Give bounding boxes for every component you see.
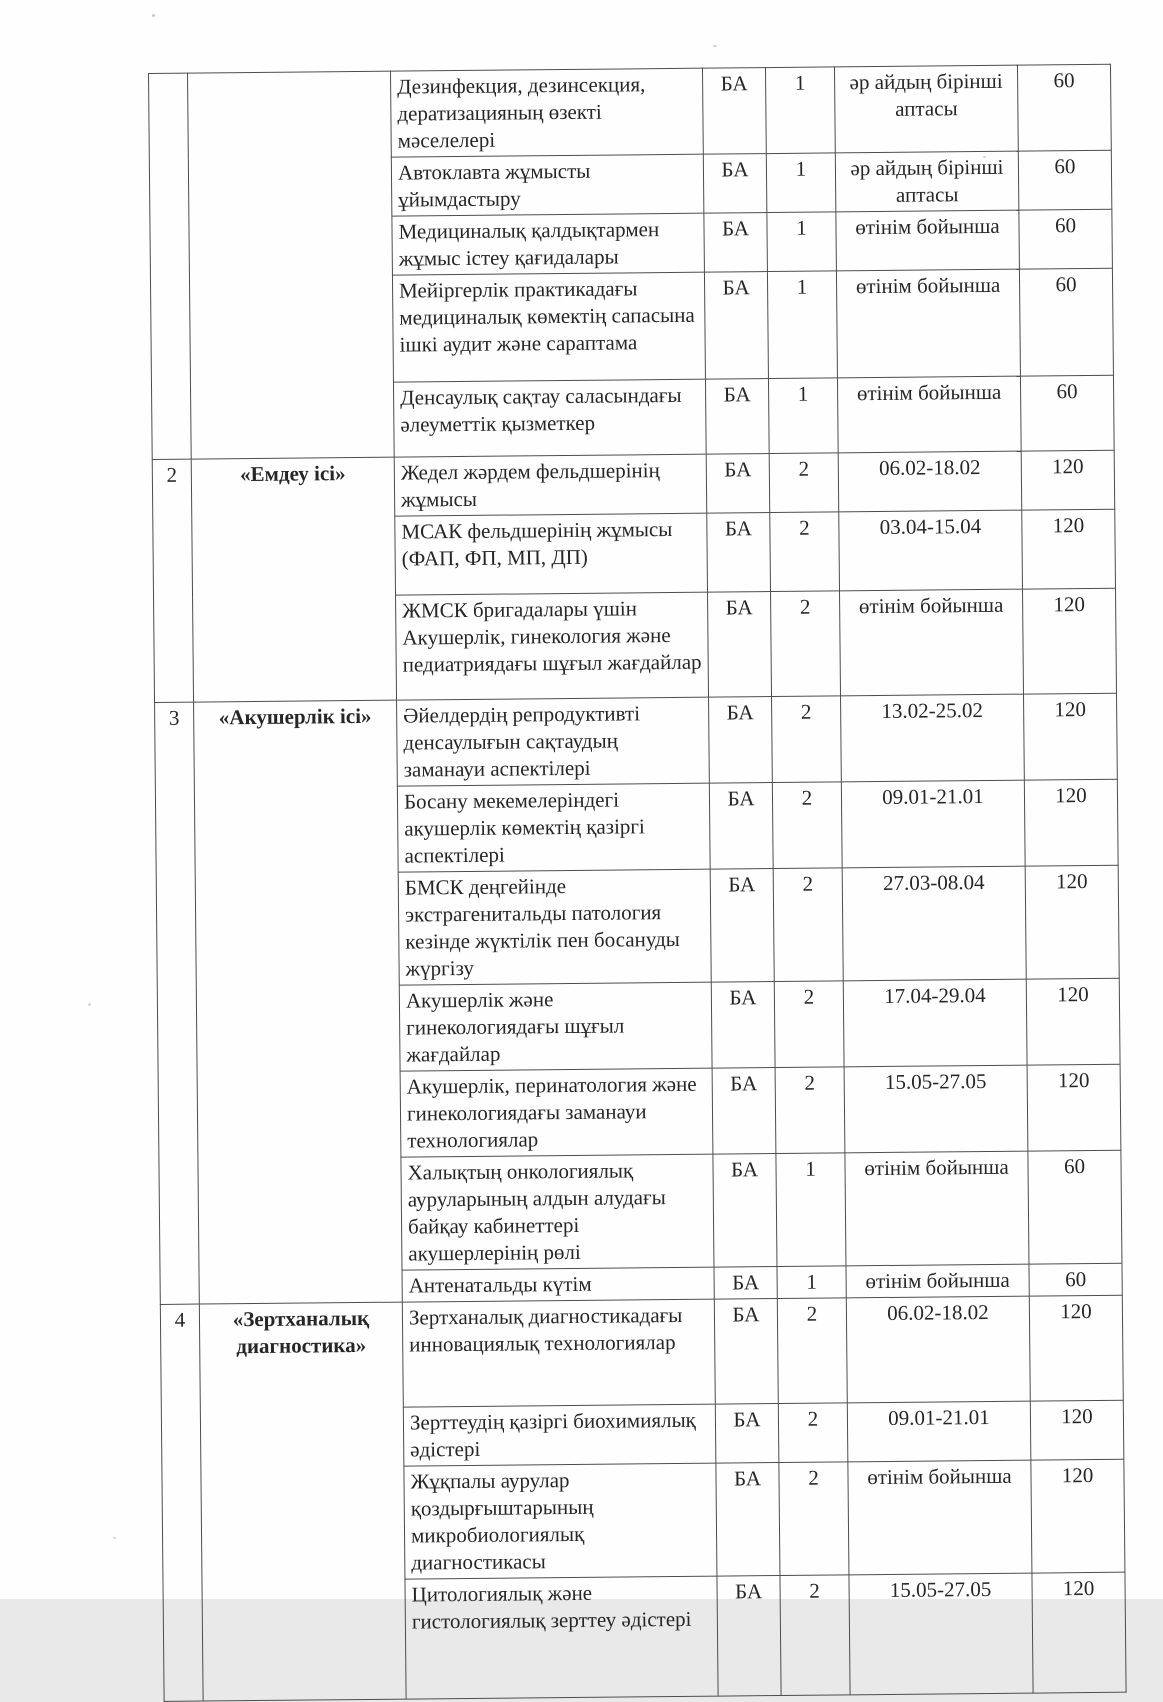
schedule-cell: өтінім бойынша bbox=[837, 376, 1021, 453]
topic-cell: Зерттеудің қазіргі биохимиялық әдістері bbox=[403, 1404, 716, 1466]
count-cell: 2 bbox=[780, 1575, 850, 1696]
form-cell: БА bbox=[709, 783, 773, 870]
count-cell: 1 bbox=[766, 153, 836, 213]
hours-cell: 120 bbox=[1031, 1459, 1125, 1573]
schedule-cell: 09.01-21.01 bbox=[847, 1401, 1031, 1462]
hours-cell: 120 bbox=[1026, 978, 1120, 1065]
form-cell: БА bbox=[712, 1068, 776, 1155]
schedule-cell: өтінім бойынша bbox=[848, 1460, 1032, 1575]
hours-cell: 120 bbox=[1022, 588, 1116, 694]
row-number-cell bbox=[149, 73, 192, 459]
schedule-cell: өтінім бойынша bbox=[836, 210, 1020, 271]
training-schedule-table bbox=[148, 64, 1127, 1702]
topic-cell: Денсаулық сақтау саласындағы әлеуметтік қызметкер bbox=[393, 379, 706, 457]
topic-cell: Антенатальды күтім bbox=[402, 1267, 714, 1302]
count-cell: 2 bbox=[773, 868, 843, 982]
schedule-cell: өтінім бойынша bbox=[845, 1151, 1029, 1266]
form-cell: БА bbox=[715, 1404, 779, 1464]
form-cell: БА bbox=[709, 697, 773, 784]
topic-cell: Әйелдердің репродуктивті денсаулығын сақтаудың заманауи аспектілері bbox=[397, 697, 710, 786]
form-cell: БА bbox=[713, 1154, 777, 1268]
hours-cell: 60 bbox=[1029, 1263, 1122, 1296]
schedule-cell: 06.02-18.02 bbox=[846, 1296, 1030, 1403]
form-cell: БА bbox=[714, 1267, 777, 1300]
schedule-cell: 27.03-08.04 bbox=[842, 866, 1026, 981]
hours-cell: 60 bbox=[1018, 150, 1112, 210]
count-cell: 1 bbox=[767, 271, 837, 379]
count-cell: 1 bbox=[767, 212, 837, 272]
hours-cell: 120 bbox=[1027, 1064, 1121, 1151]
schedule-cell: 03.04-15.04 bbox=[839, 510, 1023, 591]
scan-noise-speck bbox=[113, 1537, 116, 1539]
row-number-cell: 4 bbox=[160, 1304, 203, 1701]
topic-cell: ЖМСК бригадалары үшін Акушерлік, гинекология және педиатриядағы шұғыл жағдайлар bbox=[396, 592, 709, 700]
count-cell: 1 bbox=[777, 1266, 846, 1299]
schedule-cell: 15.05-27.05 bbox=[844, 1065, 1028, 1153]
form-cell: БА bbox=[702, 68, 766, 155]
topic-cell: Акушерлік және гинекологиядағы шұғыл жағдайлар bbox=[399, 982, 712, 1071]
hours-cell: 60 bbox=[1017, 64, 1111, 151]
hours-cell: 120 bbox=[1024, 779, 1118, 866]
count-cell: 1 bbox=[765, 67, 835, 154]
table-scan-region bbox=[140, 58, 1130, 1634]
form-cell: БА bbox=[705, 379, 769, 455]
count-cell: 2 bbox=[774, 981, 844, 1068]
count-cell: 2 bbox=[779, 1462, 849, 1576]
scan-noise-speck bbox=[152, 14, 155, 17]
hours-cell: 60 bbox=[1028, 1150, 1122, 1264]
table-row bbox=[149, 64, 1112, 159]
form-cell: БА bbox=[716, 1463, 780, 1577]
count-cell: 2 bbox=[772, 696, 842, 783]
row-number-cell: 2 bbox=[152, 459, 193, 702]
section-name-cell bbox=[188, 71, 395, 459]
form-cell: БА bbox=[706, 454, 770, 514]
form-cell: БА bbox=[704, 213, 768, 273]
topic-cell: Босану мекемелеріндегі акушерлік көмектің қазіргі аспектілері bbox=[397, 783, 710, 872]
section-name-cell: «Зертханалық диагностика» bbox=[199, 1302, 406, 1701]
scan-noise-speck bbox=[88, 1003, 91, 1006]
count-cell: 2 bbox=[777, 1298, 847, 1404]
schedule-cell: 17.04-29.04 bbox=[843, 979, 1027, 1067]
topic-cell: Медициналық қалдықтармен жұмыс істеу қағидалары bbox=[392, 213, 705, 275]
hours-cell: 60 bbox=[1020, 375, 1114, 451]
topic-cell: Акушерлік, перинатология және гинекологиядағы заманауи технологиялар bbox=[400, 1068, 713, 1157]
hours-cell: 120 bbox=[1025, 865, 1119, 979]
topic-cell: Цитологиялық және гистологиялық зерттеу әдістері bbox=[405, 1576, 718, 1699]
topic-cell: МСАК фельдшерінің жұмысы (ФАП, ФП, МП, ДП) bbox=[395, 513, 708, 595]
topic-cell: Жедел жәрдем фельдшерінің жұмысы bbox=[394, 454, 707, 516]
schedule-cell: өтінім бойынша bbox=[836, 269, 1020, 378]
form-cell: БА bbox=[714, 1299, 778, 1405]
schedule-cell: 15.05-27.05 bbox=[849, 1573, 1033, 1695]
hours-cell: 120 bbox=[1024, 693, 1118, 780]
form-cell: БА bbox=[703, 154, 767, 214]
schedule-cell: 09.01-21.01 bbox=[841, 780, 1025, 868]
row-number-cell: 3 bbox=[155, 702, 200, 1304]
form-cell: БА bbox=[711, 982, 775, 1069]
hours-cell: 120 bbox=[1022, 509, 1116, 589]
count-cell: 2 bbox=[778, 1403, 848, 1463]
topic-cell: Дезинфекция, дезинсекция, дератизацияның өзекті мәселелері bbox=[390, 68, 703, 157]
topic-cell: Зертханалық диагностикадағы инновациялық технологиялар bbox=[402, 1299, 715, 1407]
topic-cell: Мейіргерлік практикадағы медициналық көмектің сапасына ішкі аудит және сараптама bbox=[392, 272, 705, 382]
count-cell: 1 bbox=[776, 1153, 846, 1267]
table-row bbox=[160, 1295, 1123, 1409]
count-cell: 2 bbox=[770, 512, 840, 592]
count-cell: 2 bbox=[772, 782, 842, 869]
topic-cell: БМСК деңгейінде экстрагенитальды патология кезінде жүктілік пен босануды жүргізу bbox=[398, 869, 711, 985]
scan-noise-speck bbox=[713, 45, 717, 47]
schedule-cell: өтінім бойынша bbox=[840, 589, 1024, 696]
section-name-cell: «Емдеу ісі» bbox=[191, 457, 396, 702]
table-row bbox=[152, 450, 1115, 518]
topic-cell: Автоклавта жұмысты ұйымдастыру bbox=[391, 154, 704, 216]
schedule-cell: әр айдың бірінші аптасы bbox=[834, 65, 1018, 153]
topic-cell: Халықтың онкологиялық ауруларының алдын алудағы байқау кабинеттері акушерлерінің рөлі bbox=[401, 1154, 714, 1270]
schedule-cell: 06.02-18.02 bbox=[838, 451, 1022, 512]
form-cell: БА bbox=[707, 513, 771, 593]
schedule-cell: әр айдың бірінші аптасы bbox=[835, 151, 1019, 212]
hours-cell: 120 bbox=[1029, 1295, 1123, 1401]
schedule-cell: 13.02-25.02 bbox=[841, 694, 1025, 782]
table-row bbox=[155, 693, 1118, 788]
form-cell: БА bbox=[717, 1576, 781, 1697]
count-cell: 1 bbox=[768, 378, 838, 454]
form-cell: БА bbox=[704, 272, 768, 380]
count-cell: 2 bbox=[769, 453, 839, 513]
hours-cell: 120 bbox=[1030, 1400, 1124, 1460]
form-cell: БА bbox=[708, 592, 772, 698]
hours-cell: 60 bbox=[1019, 209, 1113, 269]
count-cell: 2 bbox=[771, 591, 841, 697]
form-cell: БА bbox=[710, 869, 774, 983]
count-cell: 2 bbox=[775, 1067, 845, 1154]
topic-cell: Жұқпалы аурулар қоздырғыштарының микробиологиялық диагностикасы bbox=[404, 1463, 717, 1579]
section-name-cell: «Акушерлік ісі» bbox=[194, 700, 403, 1304]
schedule-cell: өтінім бойынша bbox=[846, 1264, 1029, 1298]
hours-cell: 60 bbox=[1019, 268, 1113, 376]
hours-cell: 120 bbox=[1032, 1572, 1126, 1693]
hours-cell: 120 bbox=[1021, 450, 1115, 510]
